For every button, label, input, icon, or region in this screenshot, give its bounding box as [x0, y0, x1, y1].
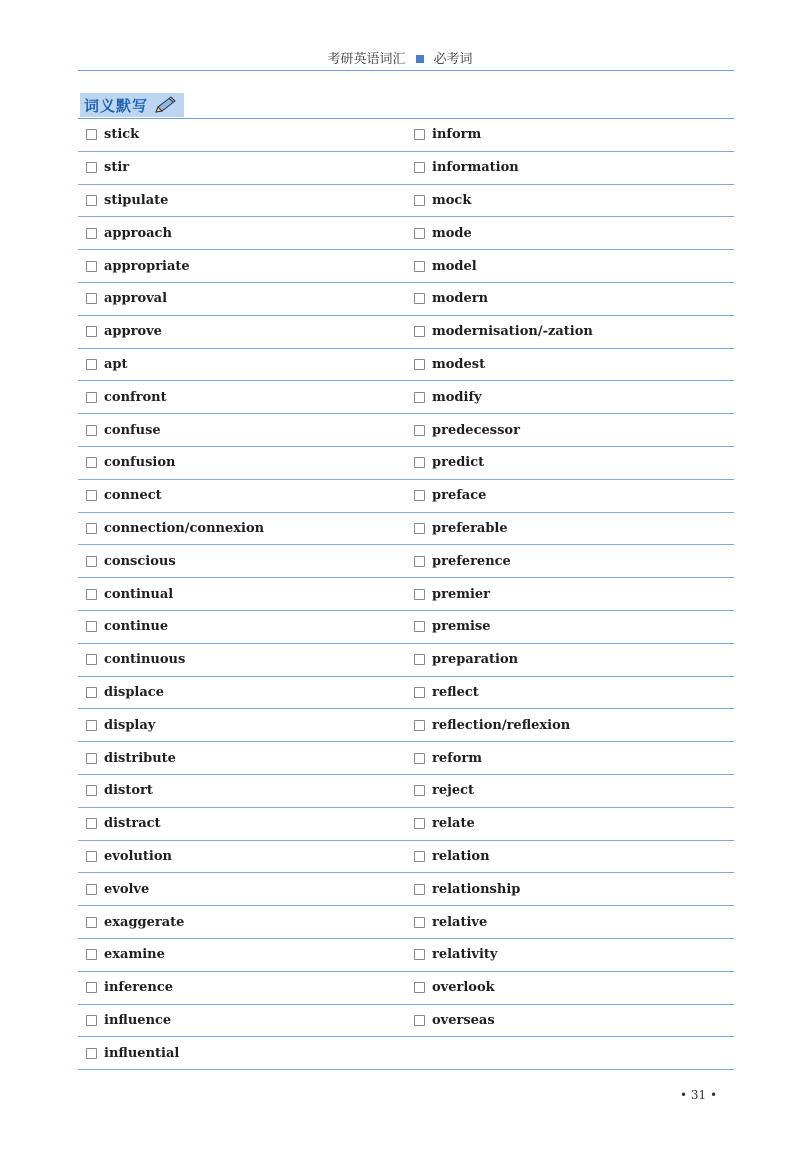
word-cell-left — [78, 390, 406, 405]
checkbox[interactable] — [414, 818, 425, 829]
vocab-word: distract — [104, 816, 161, 832]
word-cell-right — [406, 193, 734, 208]
word-cell-right — [406, 751, 734, 766]
checkbox[interactable] — [414, 1015, 425, 1026]
word-cell-right — [406, 783, 734, 798]
word-cell-right — [406, 423, 734, 438]
word-cell-left — [78, 521, 406, 536]
checkbox[interactable] — [86, 228, 97, 239]
word-cell-right — [406, 652, 734, 667]
table-row — [78, 677, 734, 710]
header-section-name: 必考词 — [433, 52, 473, 67]
table-row — [78, 185, 734, 218]
word-cell-left — [78, 816, 406, 831]
table-row — [78, 742, 734, 775]
table-row — [78, 841, 734, 874]
vocab-word: premise — [432, 619, 491, 635]
vocab-word: mock — [432, 192, 472, 208]
word-cell-left — [78, 685, 406, 700]
table-row — [78, 152, 734, 185]
vocab-word: distort — [104, 783, 153, 799]
checkbox[interactable] — [86, 261, 97, 272]
checkbox[interactable] — [414, 326, 425, 337]
word-cell-left — [78, 1046, 406, 1061]
checkbox[interactable] — [86, 884, 97, 895]
checkbox[interactable] — [414, 425, 425, 436]
vocab-word: stir — [104, 160, 130, 176]
word-cell-right — [406, 816, 734, 831]
vocab-word: connect — [104, 488, 162, 504]
word-cell-right — [406, 619, 734, 634]
section-title: 词义默写 — [84, 96, 149, 115]
vocab-word: reflect — [432, 684, 479, 700]
header-square-icon — [416, 55, 424, 63]
vocab-word: confront — [104, 389, 167, 405]
word-cell-left — [78, 980, 406, 995]
checkbox[interactable] — [86, 129, 97, 140]
word-cell-left — [78, 291, 406, 306]
vocab-word: predict — [432, 455, 485, 471]
table-row — [78, 906, 734, 939]
checkbox[interactable] — [414, 228, 425, 239]
word-cell-left — [78, 324, 406, 339]
word-cell-right — [406, 685, 734, 700]
word-cell-left — [78, 226, 406, 241]
word-cell-left — [78, 423, 406, 438]
table-row — [78, 972, 734, 1005]
section-title-box — [80, 93, 184, 117]
table-row — [78, 480, 734, 513]
vocab-word: inform — [432, 127, 482, 143]
checkbox[interactable] — [414, 523, 425, 534]
header-divider — [78, 70, 734, 71]
checkbox[interactable] — [414, 654, 425, 665]
word-cell-left — [78, 619, 406, 634]
checkbox[interactable] — [414, 785, 425, 796]
word-cell-right — [406, 849, 734, 864]
vocab-word: relationship — [432, 881, 521, 897]
word-cell-left — [78, 1013, 406, 1028]
checkbox[interactable] — [414, 359, 425, 370]
table-row — [78, 349, 734, 382]
word-cell-right — [406, 357, 734, 372]
vocab-word: apt — [104, 356, 128, 372]
vocab-word: conscious — [104, 553, 176, 569]
table-row — [78, 545, 734, 578]
checkbox[interactable] — [86, 785, 97, 796]
word-cell-right — [406, 521, 734, 536]
pencil-icon — [152, 95, 178, 115]
word-list — [78, 119, 734, 1070]
checkbox[interactable] — [86, 851, 97, 862]
vocab-word: continue — [104, 619, 169, 635]
vocab-word: reflection/reflexion — [432, 717, 571, 733]
word-cell-right — [406, 554, 734, 569]
checkbox[interactable] — [86, 523, 97, 534]
vocab-word: predecessor — [432, 422, 520, 438]
table-row — [78, 414, 734, 447]
vocab-word: distribute — [104, 750, 176, 766]
vocab-word: modernisation/-zation — [432, 324, 593, 340]
word-cell-left — [78, 455, 406, 470]
checkbox[interactable] — [414, 195, 425, 206]
checkbox[interactable] — [86, 753, 97, 764]
checkbox[interactable] — [86, 621, 97, 632]
checkbox[interactable] — [86, 556, 97, 567]
vocab-word: stipulate — [104, 192, 169, 208]
vocab-word: confusion — [104, 455, 176, 471]
vocab-word: relate — [432, 816, 475, 832]
checkbox[interactable] — [414, 982, 425, 993]
word-cell-left — [78, 783, 406, 798]
table-row — [78, 775, 734, 808]
word-cell-right — [406, 980, 734, 995]
word-cell-right — [406, 455, 734, 470]
checkbox[interactable] — [414, 129, 425, 140]
word-cell-right — [406, 488, 734, 503]
checkbox[interactable] — [414, 884, 425, 895]
checkbox[interactable] — [414, 621, 425, 632]
vocab-word: premier — [432, 586, 491, 602]
table-row — [78, 709, 734, 742]
vocab-word: modern — [432, 291, 489, 307]
vocab-word: appropriate — [104, 258, 190, 274]
table-row — [78, 939, 734, 972]
vocab-word: displace — [104, 684, 164, 700]
vocab-word: model — [432, 258, 477, 274]
table-row — [78, 1037, 734, 1070]
checkbox[interactable] — [414, 162, 425, 173]
vocab-word: approve — [104, 324, 162, 340]
vocab-word: continuous — [104, 652, 186, 668]
vocab-word: overlook — [432, 980, 495, 996]
checkbox[interactable] — [86, 818, 97, 829]
checkbox[interactable] — [414, 917, 425, 928]
table-row — [78, 873, 734, 906]
checkbox[interactable] — [414, 753, 425, 764]
word-cell-left — [78, 160, 406, 175]
checkbox[interactable] — [86, 654, 97, 665]
vocab-word: overseas — [432, 1012, 495, 1028]
word-cell-right — [406, 160, 734, 175]
vocab-word: evolve — [104, 881, 150, 897]
word-cell-right — [406, 718, 734, 733]
checkbox[interactable] — [86, 949, 97, 960]
word-cell-left — [78, 554, 406, 569]
checkbox[interactable] — [414, 589, 425, 600]
checkbox[interactable] — [86, 1048, 97, 1059]
checkbox[interactable] — [414, 949, 425, 960]
vocab-word: exaggerate — [104, 914, 185, 930]
vocab-word: relativity — [432, 947, 498, 963]
checkbox[interactable] — [86, 982, 97, 993]
checkbox[interactable] — [86, 720, 97, 731]
checkbox[interactable] — [86, 687, 97, 698]
vocab-word: reject — [432, 783, 475, 799]
table-row — [78, 381, 734, 414]
checkbox[interactable] — [86, 917, 97, 928]
vocab-word: relation — [432, 848, 490, 864]
vocab-word: stick — [104, 127, 140, 143]
checkbox[interactable] — [414, 687, 425, 698]
word-cell-right — [406, 291, 734, 306]
vocab-word: examine — [104, 947, 165, 963]
vocab-word: preface — [432, 488, 487, 504]
checkbox[interactable] — [86, 1015, 97, 1026]
vocab-word: information — [432, 160, 519, 176]
checkbox[interactable] — [86, 457, 97, 468]
checkbox[interactable] — [86, 425, 97, 436]
page-number: • 31 • — [680, 1088, 718, 1102]
vocab-word: relative — [432, 914, 488, 930]
checkbox[interactable] — [86, 490, 97, 501]
checkbox[interactable] — [86, 392, 97, 403]
word-cell-right — [406, 259, 734, 274]
checkbox[interactable] — [86, 359, 97, 370]
checkbox[interactable] — [414, 720, 425, 731]
checkbox[interactable] — [86, 195, 97, 206]
table-row — [78, 316, 734, 349]
word-cell-left — [78, 259, 406, 274]
vocab-word: reform — [432, 750, 482, 766]
vocab-word: display — [104, 717, 156, 733]
checkbox[interactable] — [414, 261, 425, 272]
word-cell-left — [78, 193, 406, 208]
checkbox[interactable] — [414, 556, 425, 567]
word-cell-left — [78, 882, 406, 897]
vocab-word: preparation — [432, 652, 519, 668]
word-cell-right — [406, 1013, 734, 1028]
word-cell-right — [406, 226, 734, 241]
table-row — [78, 217, 734, 250]
word-cell-left — [78, 915, 406, 930]
vocab-word: mode — [432, 225, 472, 241]
word-cell-left — [78, 488, 406, 503]
word-cell-left — [78, 947, 406, 962]
table-row — [78, 447, 734, 480]
checkbox[interactable] — [86, 326, 97, 337]
vocab-word: modest — [432, 356, 486, 372]
vocab-word: continual — [104, 586, 174, 602]
vocab-word: preferable — [432, 520, 508, 536]
table-row — [78, 119, 734, 152]
checkbox[interactable] — [414, 490, 425, 501]
word-cell-left — [78, 652, 406, 667]
table-row — [78, 644, 734, 677]
vocab-word: preference — [432, 553, 511, 569]
table-row — [78, 808, 734, 841]
table-row — [78, 611, 734, 644]
table-row — [78, 1005, 734, 1038]
word-cell-left — [78, 849, 406, 864]
vocab-word: connection/connexion — [104, 520, 265, 536]
word-cell-right — [406, 127, 734, 142]
checkbox[interactable] — [414, 392, 425, 403]
vocab-word: influence — [104, 1012, 172, 1028]
word-cell-left — [78, 587, 406, 602]
vocab-word: approval — [104, 291, 168, 307]
word-cell-left — [78, 751, 406, 766]
word-cell-right — [406, 587, 734, 602]
vocab-word: inference — [104, 980, 174, 996]
table-row — [78, 250, 734, 283]
word-cell-left — [78, 718, 406, 733]
checkbox[interactable] — [414, 293, 425, 304]
vocab-word: modify — [432, 389, 482, 405]
vocab-word: approach — [104, 225, 172, 241]
vocab-word: evolution — [104, 848, 172, 864]
page-header — [0, 48, 800, 67]
table-row — [78, 513, 734, 546]
word-cell-left — [78, 357, 406, 372]
vocab-word: influential — [104, 1045, 180, 1061]
table-row — [78, 578, 734, 611]
checkbox[interactable] — [414, 457, 425, 468]
word-cell-right — [406, 915, 734, 930]
header-book-title: 考研英语词汇 — [327, 52, 406, 67]
table-row — [78, 283, 734, 316]
word-cell-left — [78, 127, 406, 142]
vocab-word: confuse — [104, 422, 161, 438]
word-cell-right — [406, 390, 734, 405]
checkbox[interactable] — [86, 589, 97, 600]
word-cell-right — [406, 324, 734, 339]
checkbox[interactable] — [86, 162, 97, 173]
checkbox[interactable] — [414, 851, 425, 862]
checkbox[interactable] — [86, 293, 97, 304]
word-cell-right — [406, 882, 734, 897]
word-cell-right — [406, 947, 734, 962]
